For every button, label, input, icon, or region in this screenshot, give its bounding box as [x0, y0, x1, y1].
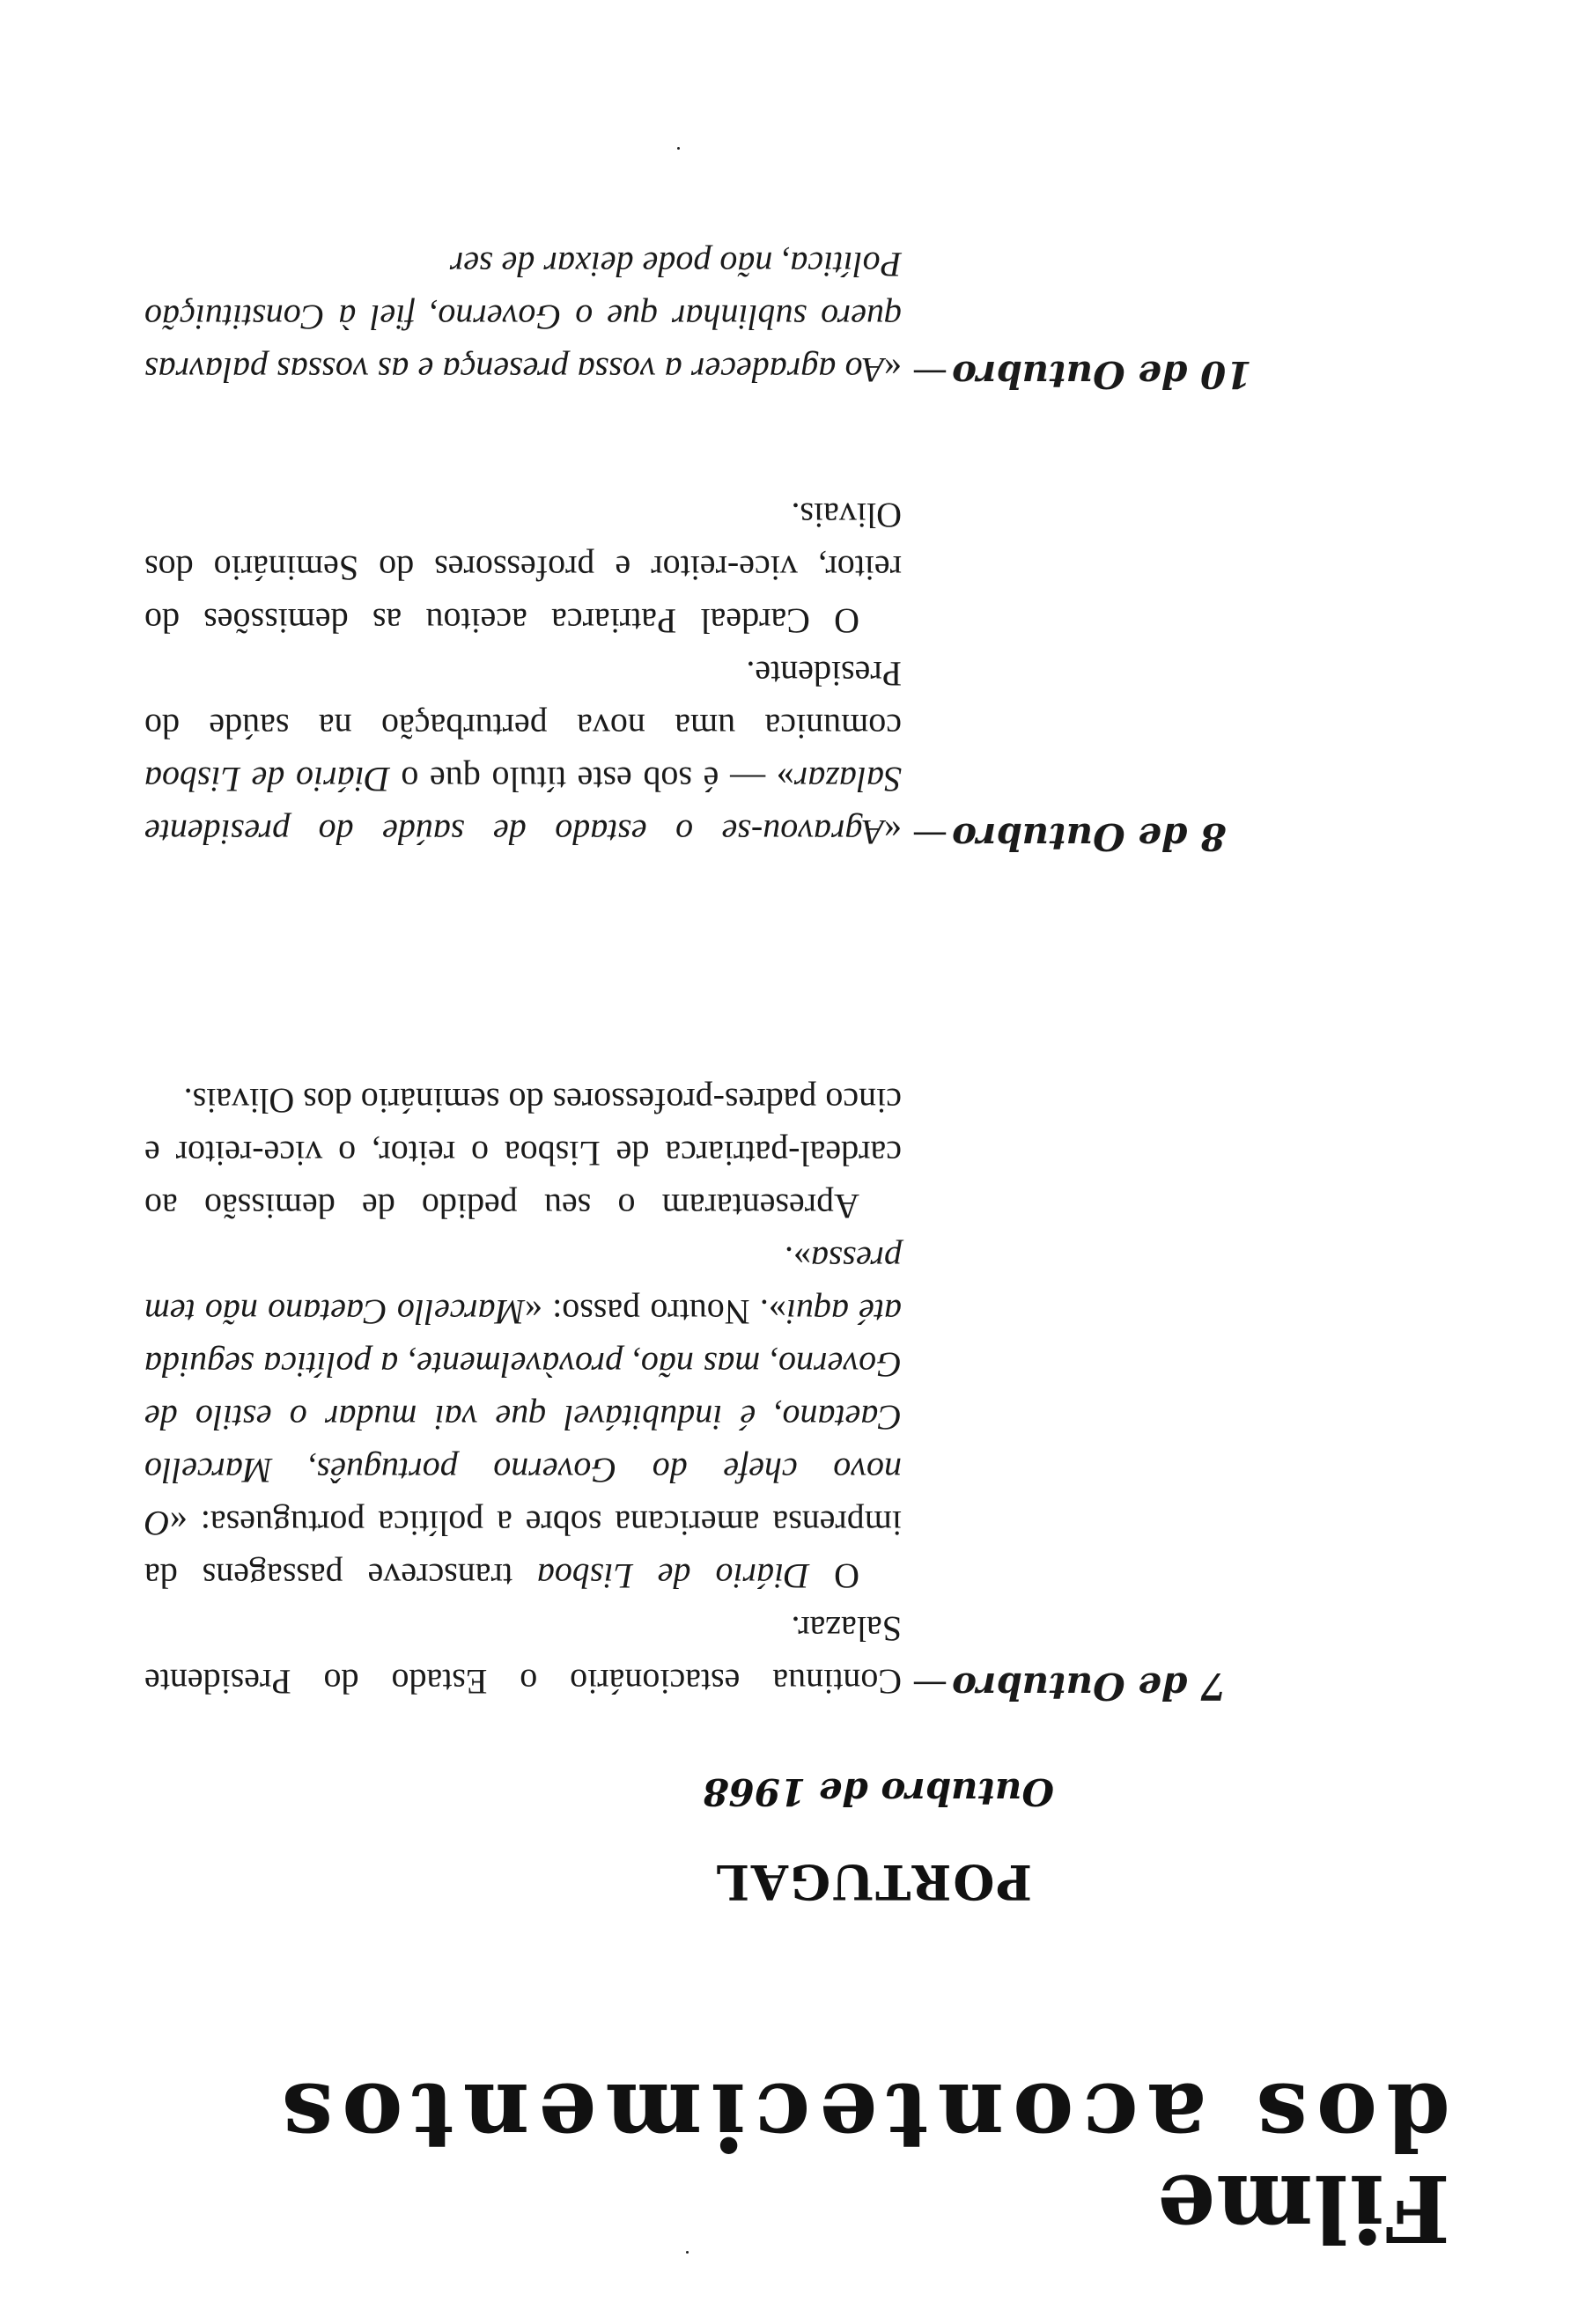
entry-date: 10 de Outubro [952, 353, 1252, 396]
entry-row [127, 489, 1448, 858]
title-line-1: Filme [1155, 2154, 1450, 2262]
entry-body [144, 1074, 902, 1708]
entry-body [144, 489, 902, 858]
ink-speck [677, 147, 680, 150]
title-line-2: dos acontecimentos [272, 2063, 1450, 2171]
entry-row [127, 238, 1448, 396]
entry-dash: — [912, 353, 948, 393]
entry-dash: — [912, 1665, 948, 1705]
entry-10-outubro [127, 238, 1448, 396]
entry-8-outubro [127, 489, 1448, 858]
paragraph: Apresentaram o seu pedido de demissão ao cardeal-patriarca de Lisboa o reitor, o vice-reitor e cinco padres-professores do seminário dos Olivais. [144, 1081, 902, 1226]
entry-body [144, 238, 902, 396]
country-heading: PORTUGAL [714, 1854, 1032, 1910]
entry-date: 8 de Outubro [952, 815, 1227, 858]
paragraph: «Ao agradecer a vossa presença e as vossas palavras quero sublinhar que o Governo, fiel à Constituição Política, não pode deixar de ser [144, 245, 902, 390]
paragraph: «Agravou-se o estado de saúde do presidente Salazar» — é sob este título que o Diário de Lisboa comunica uma nova perturbação na saúde do Presidente. [144, 654, 902, 852]
title-heading [272, 2063, 1450, 2262]
paragraph: O Cardeal Patriarca aceitou as demissões do reitor, vice-reitor e professores do Seminário dos Olivais. [144, 496, 902, 641]
paragraph: Continua estacionário o Estado do Presidente Salazar. [144, 1609, 902, 1702]
entry-dash: — [912, 815, 948, 856]
document-title [272, 2063, 1450, 2262]
ink-speck [686, 2251, 689, 2254]
month-heading: Outubro de 1968 [703, 1770, 1054, 1813]
entry-date: 7 de Outubro [952, 1665, 1227, 1708]
entry-row [127, 1074, 1448, 1708]
paragraph: O Diário de Lisboa transcreve passagens da imprensa americana sobre a política portuguesa: «O novo chefe do Governo português, Marcello Caetano, é indubitável que vai mudar o estilo de Governo, mas não, provàvelmente, a política seguida até aqui». Noutro passo: «Marcello Caetano não tem pressa». [144, 1239, 902, 1596]
entry-7-outubro [127, 1074, 1448, 1708]
